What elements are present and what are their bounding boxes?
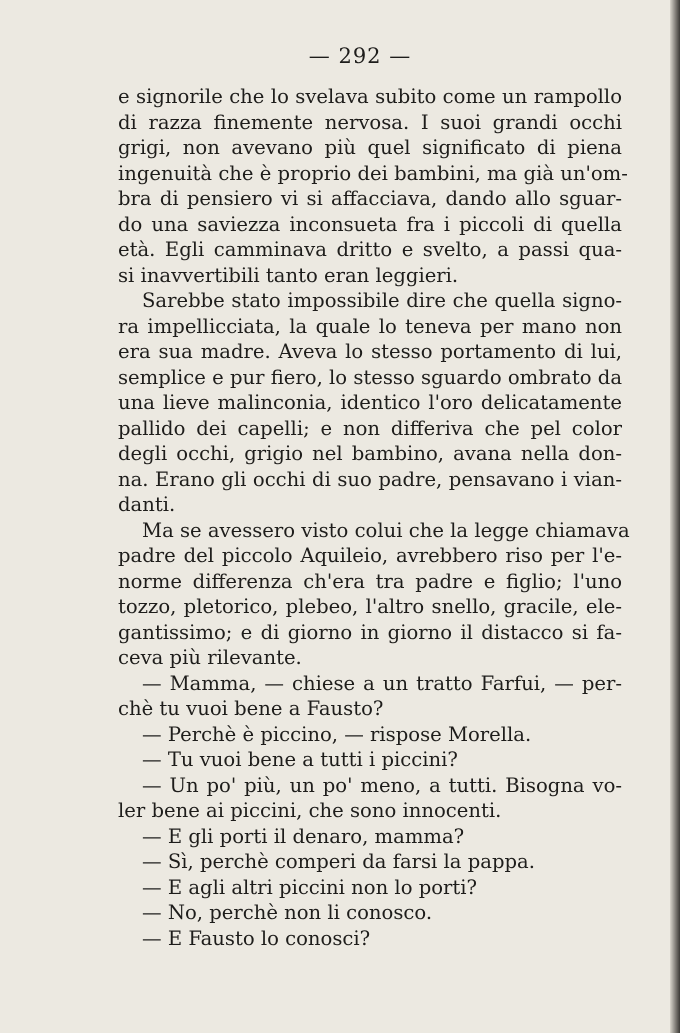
text-line: semplice e pur fiero, lo stesso sguardo ombrato da [118,365,622,389]
text-line: di razza finemente nervosa. I suoi grandi occhi [118,110,622,134]
text-line: danti. [118,493,176,516]
text-line: una lieve malinconia, identico l'oro delicatamente [118,391,622,414]
paragraph-2 [118,288,622,518]
dialogue-line: — Tu vuoi bene a tutti i piccini? [142,748,458,771]
paragraph-3 [118,518,630,671]
dialogue-line: chè tu vuoi bene a Fausto? [118,697,384,720]
text-line: gantissimo; e di giorno in giorno il distacco si fa- [118,620,622,644]
dialogue-line: — E agli altri piccini non lo porti? [142,875,478,899]
text-line: tozzo, pletorico, plebeo, l'altro snello, gracile, ele- [118,595,622,618]
dialogue-line: — Un po' più, un po' meno, a tutti. Bisogna vo- [142,773,622,797]
dialogue-line: — No, perchè non li conosco. [142,901,433,924]
text-line: degli occhi, grigio nel bambino, avana nella don- [118,442,622,465]
page-edge [670,0,680,1033]
text-line: norme differenza ch'era tra padre e figlio; l'uno [118,569,622,593]
dialogue-line: — Perchè è piccino, — rispose Morella. [142,722,532,746]
dialogue-line: — Sì, perchè comperi da farsi la pappa. [142,850,535,873]
text-line: do una saviezza inconsueta fra i piccoli di quella [118,212,622,236]
text-line: ingenuità che è proprio dei bambini, ma già un'om- [118,161,628,185]
text-line: Sarebbe stato impossibile dire che quella signo- [142,289,622,312]
text-line: si inavvertibili tanto eran leggieri. [118,263,459,287]
body-text [118,84,630,951]
dialogue-line: — E gli porti il denaro, mamma? [142,824,465,848]
text-line: ceva più rilevante. [118,646,302,669]
dialogue [118,671,622,952]
dialogue-line: — Mamma, — chiese a un tratto Farfui, — per- [142,671,622,695]
text-line: pallido dei capelli; e non differiva che pel color [118,416,622,440]
text-line: grigi, non avevano più quel significato di piena [118,136,622,159]
text-line: Ma se avessero visto colui che la legge chiamava [142,518,630,542]
text-line: età. Egli camminava dritto e svelto, a passi qua- [118,238,622,261]
dialogue-line: — E Fausto lo conosci? [142,926,371,950]
text-line: era sua madre. Aveva lo stesso portamento di lui, [118,340,622,363]
text-line: bra di pensiero vi si affacciava, dando allo sguar- [118,187,622,210]
text-line: na. Erano gli occhi di suo padre, pensavano i vian- [118,467,622,491]
text-line: ra impellicciata, la quale lo teneva per mano non [118,314,622,338]
page-number: — 292 — [308,44,412,68]
text-line: padre del piccolo Aquileio, avrebbero riso per l'e- [118,544,622,567]
paragraph-1 [118,84,628,288]
text-line: e signorile che lo svelava subito come un rampollo [118,85,622,108]
dialogue-line: ler bene ai piccini, che sono innocenti. [118,799,502,822]
